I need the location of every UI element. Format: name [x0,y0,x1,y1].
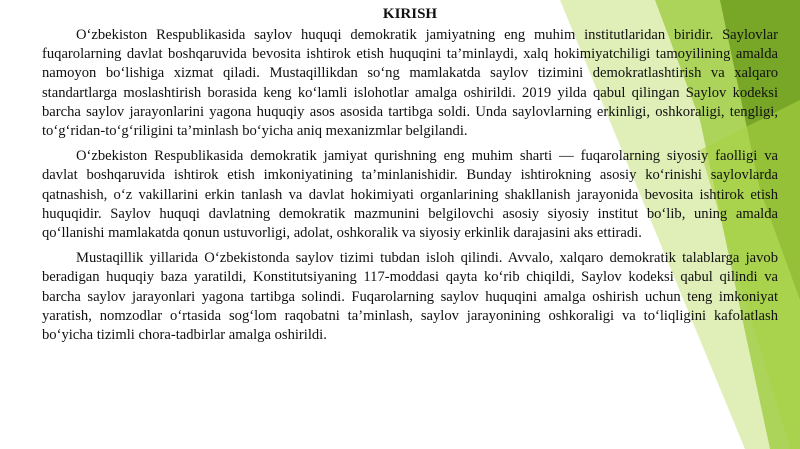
paragraph-3: Mustaqillik yillarida O‘zbekistonda saylov tizimi tubdan isloh qilindi. Avvalo, xalqaro demokratik talablarga javob beradigan huquqiy baza yaratildi, Konstitutsiyaning 117-moddasi qayta ko‘rib chiqildi, Saylov kodeksi qabul qilindi va barcha saylov jarayonlari yagona tartibga solindi. Fuqarolarning saylov huquqini amalga oshirish uchun teng imkoniyat yaratish, nomzodlar o‘rtasida sog‘lom raqobatni ta’minlash, saylov jarayonining oshkoraligi va to‘liqligini kafolatlash bo‘yicha tizimli chora-tadbirlar amalga oshirildi. [42,250,778,344]
document-title: KIRISH [382,6,438,22]
paragraph-2: O‘zbekiston Respublikasida demokratik jamiyat qurishning eng muhim sharti — fuqarolarning siyosiy faolligi va davlat boshqaruvida ishtirok etish imkoniyatining ta’minlanishidir. Bunday ishtirokning asosiy ko‘rinishi saylovlarda qatnashish, o‘z vakillarini erkin tanlash va davlat hokimiyati organlarining shakllanish jarayonida bevosita ishtirok etish huquqidir. Saylov huquqi davlatning demokratik mazmunini belgilovchi asosiy siyosiy institut bo‘lib, uning amalda qo‘llanishi mamlakatda qonun ustuvorligi, adolat, oshkoralik va siyosiy erkinlik darajasini aks ettiradi. [42,148,778,242]
paragraph-1: O‘zbekiston Respublikasida saylov huquqi demokratik jamiyatning eng muhim institutlaridan biridir. Saylovlar fuqarolarning davlat boshqaruvida bevosita ishtirok etish huquqini ta’minlaydi, xalq hokimiyatchiligi tamoyilining amalda namoyon bo‘lishiga xizmat qiladi. Mustaqillikdan so‘ng mamlakatda saylov tizimini demokratlashtirish va xalqaro standartlarga moslashtirish borasida keng ko‘lamli islohotlar amalga oshirildi. 2019 yilda qabul qilingan Saylov kodeksi barcha saylov jarayonlarini yagona huquqiy asos asosida tartibga soldi. Unda saylovlarning erkinligi, oshkoraligi, tengligi, to‘g‘ridan-to‘g‘riligini ta’minlash bo‘yicha aniq mexanizmlar belgilandi. [42,27,778,140]
document-body [42,5,778,351]
